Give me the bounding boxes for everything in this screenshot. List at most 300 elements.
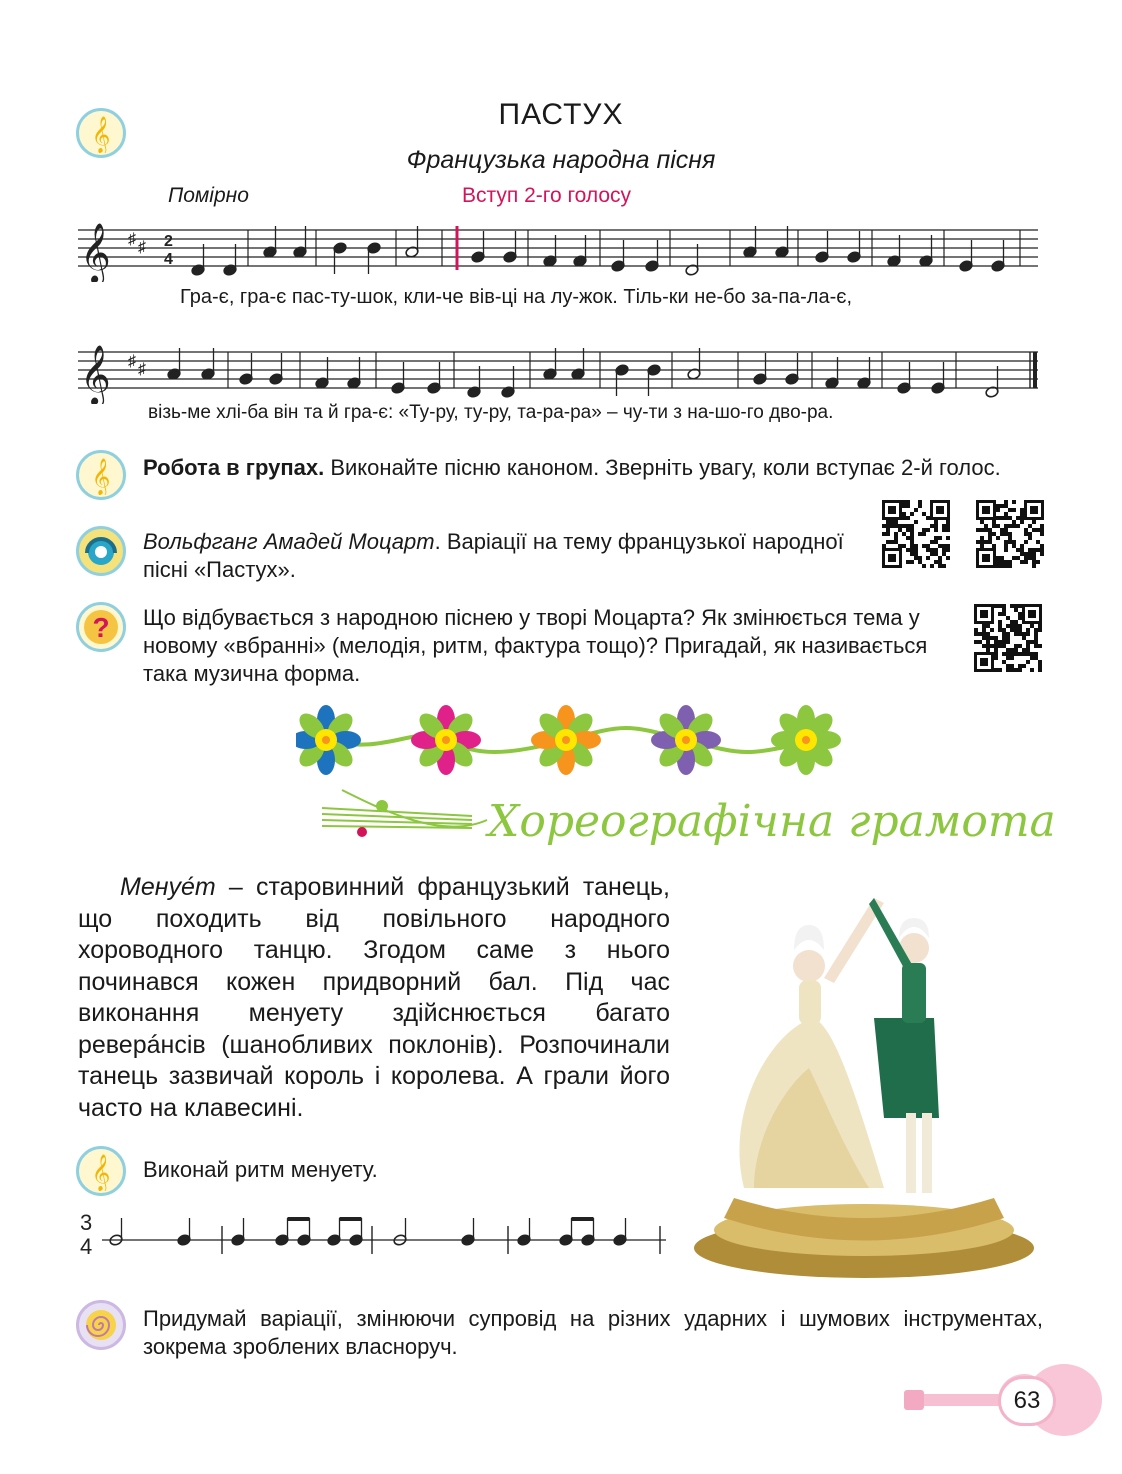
- qr-module: [976, 540, 980, 544]
- qr-module: [984, 540, 988, 544]
- qr-module: [1014, 608, 1018, 612]
- qr-module: [906, 504, 910, 508]
- qr-module: [946, 524, 950, 528]
- qr-module: [1000, 516, 1004, 520]
- qr-module: [1004, 512, 1008, 516]
- qr-module: [914, 508, 918, 512]
- qr-module: [1022, 648, 1026, 652]
- minuet-term: Менуе́т: [120, 873, 216, 901]
- qr-module: [942, 564, 946, 568]
- qr-module: [1008, 516, 1012, 520]
- qr-module: [910, 524, 914, 528]
- qr-module: [1006, 624, 1010, 628]
- qr-module: [1006, 616, 1010, 620]
- qr-module: [1032, 552, 1036, 556]
- treble-clef-icon: [76, 1146, 126, 1196]
- qr-module: [980, 536, 984, 540]
- qr-module: [1028, 548, 1032, 552]
- qr-module: [1030, 640, 1034, 644]
- qr-module: [990, 628, 994, 632]
- svg-text:♯: ♯: [138, 361, 146, 378]
- qr-module: [942, 548, 946, 552]
- qr-finder-core: [1030, 506, 1038, 514]
- qr-module: [946, 556, 950, 560]
- qr-code-icon[interactable]: [976, 500, 1044, 568]
- qr-module: [890, 540, 894, 544]
- qr-module: [978, 632, 982, 636]
- qr-module: [898, 544, 902, 548]
- qr-module: [1038, 664, 1042, 668]
- qr-module: [996, 508, 1000, 512]
- qr-module: [974, 632, 978, 636]
- qr-module: [894, 524, 898, 528]
- qr-module: [1014, 628, 1018, 632]
- svg-text:?: ?: [92, 612, 110, 643]
- qr-module: [1040, 532, 1044, 536]
- qr-module: [886, 524, 890, 528]
- qr-module: [906, 516, 910, 520]
- flower-icon: [771, 705, 841, 775]
- qr-module: [976, 528, 980, 532]
- qr-module: [1004, 504, 1008, 508]
- qr-module: [1010, 648, 1014, 652]
- svg-text:♯: ♯: [128, 353, 136, 370]
- svg-text:2: 2: [164, 233, 173, 250]
- qr-module: [938, 564, 942, 568]
- qr-finder-core: [936, 506, 944, 514]
- qr-module: [942, 552, 946, 556]
- qr-module: [1004, 540, 1008, 544]
- qr-module: [1002, 628, 1006, 632]
- svg-text:♯: ♯: [138, 239, 146, 256]
- minuet-rhythm-line: [76, 1208, 672, 1266]
- qr-module: [1036, 560, 1040, 564]
- qr-module: [1024, 540, 1028, 544]
- qr-module: [996, 556, 1000, 560]
- qr-module: [1034, 636, 1038, 640]
- qr-module: [1034, 640, 1038, 644]
- qr-module: [886, 520, 890, 524]
- qr-module: [1010, 624, 1014, 628]
- svg-text:3: 3: [80, 1210, 93, 1235]
- qr-module: [894, 536, 898, 540]
- qr-module: [1026, 648, 1030, 652]
- qr-module: [1000, 532, 1004, 536]
- qr-module: [1016, 548, 1020, 552]
- qr-module: [1032, 564, 1036, 568]
- dance-ribbon-icon: [322, 780, 492, 850]
- group-work-label: Робота в групах.: [143, 455, 325, 480]
- qr-module: [1008, 540, 1012, 544]
- qr-module: [974, 640, 978, 644]
- qr-module: [1020, 516, 1024, 520]
- qr-module: [1000, 504, 1004, 508]
- qr-module: [942, 528, 946, 532]
- qr-module: [914, 520, 918, 524]
- qr-module: [1022, 664, 1026, 668]
- qr-module: [910, 560, 914, 564]
- qr-module: [1028, 532, 1032, 536]
- qr-module: [988, 532, 992, 536]
- qr-module: [1016, 516, 1020, 520]
- qr-module: [910, 540, 914, 544]
- qr-module: [1024, 552, 1028, 556]
- lyrics-line-2: візь-ме хлі-ба він та й гра-є: «Ту-ру, ту-ру, та-ра-ра» – чу-ти з на-шо-го дво-ра.: [148, 402, 834, 423]
- second-voice-label: Вступ 2-го голосу: [462, 184, 632, 207]
- qr-module: [994, 656, 998, 660]
- qr-module: [946, 536, 950, 540]
- qr-module: [986, 640, 990, 644]
- qr-module: [1030, 668, 1034, 672]
- qr-module: [934, 560, 938, 564]
- qr-module: [1018, 624, 1022, 628]
- qr-module: [910, 536, 914, 540]
- qr-module: [946, 548, 950, 552]
- song-subtitle: Французька народна пісня: [406, 146, 716, 174]
- qr-module: [938, 556, 942, 560]
- qr-module: [996, 504, 1000, 508]
- qr-module: [1014, 668, 1018, 672]
- qr-module: [934, 524, 938, 528]
- qr-module: [1034, 656, 1038, 660]
- qr-module: [982, 628, 986, 632]
- qr-module: [934, 548, 938, 552]
- qr-module: [906, 560, 910, 564]
- qr-module: [1034, 628, 1038, 632]
- qr-module: [882, 544, 886, 548]
- qr-module: [1012, 520, 1016, 524]
- qr-module: [938, 560, 942, 564]
- qr-module: [946, 520, 950, 524]
- qr-module: [1034, 652, 1038, 656]
- page-number: 63: [998, 1376, 1056, 1426]
- qr-module: [902, 512, 906, 516]
- qr-module: [1028, 556, 1032, 560]
- flower-icon: [411, 705, 481, 775]
- qr-module: [1014, 604, 1018, 608]
- qr-module: [996, 516, 1000, 520]
- qr-module: [1012, 508, 1016, 512]
- qr-module: [930, 540, 934, 544]
- qr-module: [902, 532, 906, 536]
- qr-module: [1008, 564, 1012, 568]
- qr-module: [902, 524, 906, 528]
- qr-module: [1018, 616, 1022, 620]
- qr-module: [1038, 628, 1042, 632]
- qr-module: [1034, 632, 1038, 636]
- svg-text:𝄞: 𝄞: [80, 223, 111, 282]
- qr-module: [1016, 556, 1020, 560]
- qr-module: [1036, 540, 1040, 544]
- qr-module: [914, 544, 918, 548]
- qr-module: [918, 532, 922, 536]
- qr-module: [926, 548, 930, 552]
- qr-module: [1004, 528, 1008, 532]
- qr-module: [894, 532, 898, 536]
- dancing-couple-figurine-image: [684, 868, 1046, 1286]
- qr-module: [942, 524, 946, 528]
- qr-module: [926, 516, 930, 520]
- qr-module: [996, 536, 1000, 540]
- qr-module: [1038, 644, 1042, 648]
- qr-module: [890, 520, 894, 524]
- song-title: ПАСТУХ: [498, 98, 624, 131]
- qr-module: [938, 544, 942, 548]
- qr-module: [1008, 524, 1012, 528]
- qr-module: [1040, 544, 1044, 548]
- qr-module: [1006, 656, 1010, 660]
- minuet-text: – старовинний французький танець, що походить від повільного народного хороводного танцю. Згодом саме з нього починався кожен придворний бал. Під час виконання менуету здійснюється багато реверáнсів (шанобливих поклонів). Розпочинали танець зазвичай король і королева. А грали його часто на клавесині.: [78, 873, 670, 1122]
- tempo-marking: Помірно: [168, 184, 249, 207]
- qr-module: [1010, 668, 1014, 672]
- qr-module: [934, 528, 938, 532]
- composer-name: Вольфганг Амадей Моцарт: [143, 529, 435, 554]
- svg-text:𝄞: 𝄞: [91, 115, 111, 153]
- qr-module: [1010, 652, 1014, 656]
- qr-module: [978, 640, 982, 644]
- qr-module: [1020, 560, 1024, 564]
- qr-module: [1012, 500, 1016, 504]
- qr-module: [1020, 512, 1024, 516]
- qr-module: [986, 648, 990, 652]
- qr-module: [1014, 620, 1018, 624]
- qr-module: [910, 532, 914, 536]
- qr-module: [998, 620, 1002, 624]
- qr-module: [1028, 536, 1032, 540]
- qr-module: [894, 540, 898, 544]
- qr-module: [1034, 644, 1038, 648]
- qr-module: [1012, 540, 1016, 544]
- qr-module: [994, 644, 998, 648]
- qr-module: [1018, 652, 1022, 656]
- qr-module: [984, 524, 988, 528]
- qr-module: [1002, 612, 1006, 616]
- spiral-icon: [76, 1300, 126, 1350]
- qr-code-icon[interactable]: [974, 604, 1042, 672]
- qr-module: [992, 524, 996, 528]
- flower-icon: [531, 705, 601, 775]
- qr-module: [1028, 524, 1032, 528]
- qr-module: [992, 520, 996, 524]
- qr-module: [1008, 532, 1012, 536]
- qr-module: [1020, 552, 1024, 556]
- qr-module: [1024, 560, 1028, 564]
- qr-module: [1040, 524, 1044, 528]
- qr-module: [1036, 528, 1040, 532]
- qr-finder-core: [1028, 610, 1036, 618]
- qr-module: [994, 668, 998, 672]
- qr-module: [898, 524, 902, 528]
- qr-module: [886, 528, 890, 532]
- qr-module: [1026, 628, 1030, 632]
- qr-module: [914, 552, 918, 556]
- qr-module: [902, 516, 906, 520]
- qr-module: [996, 564, 1000, 568]
- qr-module: [986, 624, 990, 628]
- qr-module: [922, 512, 926, 516]
- qr-module: [980, 544, 984, 548]
- qr-module: [1018, 644, 1022, 648]
- qr-module: [1040, 552, 1044, 556]
- qr-module: [1014, 652, 1018, 656]
- qr-module: [1026, 640, 1030, 644]
- qr-module: [1026, 652, 1030, 656]
- qr-module: [996, 560, 1000, 564]
- qr-module: [1018, 628, 1022, 632]
- qr-module: [918, 504, 922, 508]
- question-task: Що відбувається з народною піснею у творі Моцарта? Як змінюється тема у новому «вбранні» (мелодія, ритм, фактура тощо)? Пригадай, як називається така музична форма.: [143, 605, 928, 686]
- qr-module: [1024, 532, 1028, 536]
- qr-module: [1002, 640, 1006, 644]
- qr-module: [1018, 632, 1022, 636]
- qr-module: [994, 604, 998, 608]
- qr-module: [1018, 612, 1022, 616]
- qr-module: [906, 500, 910, 504]
- qr-module: [1004, 516, 1008, 520]
- qr-module: [1032, 548, 1036, 552]
- qr-module: [1000, 528, 1004, 532]
- qr-module: [922, 528, 926, 532]
- qr-module: [926, 544, 930, 548]
- qr-module: [1010, 656, 1014, 660]
- qr-module: [996, 524, 1000, 528]
- qr-module: [906, 524, 910, 528]
- choreography-heading: Хореографічна грамота: [488, 796, 1056, 847]
- qr-module: [934, 536, 938, 540]
- qr-module: [1038, 660, 1042, 664]
- qr-code-icon[interactable]: [882, 500, 950, 568]
- qr-module: [1000, 556, 1004, 560]
- qr-module: [998, 668, 1002, 672]
- qr-module: [914, 556, 918, 560]
- qr-module: [1012, 524, 1016, 528]
- qr-module: [1014, 644, 1018, 648]
- qr-module: [1014, 632, 1018, 636]
- qr-module: [906, 536, 910, 540]
- qr-module: [982, 632, 986, 636]
- qr-module: [1030, 656, 1034, 660]
- qr-module: [1006, 668, 1010, 672]
- qr-module: [910, 552, 914, 556]
- qr-module: [934, 540, 938, 544]
- qr-module: [994, 640, 998, 644]
- svg-text:𝄞: 𝄞: [80, 345, 111, 404]
- svg-text:𝄞: 𝄞: [91, 1153, 111, 1191]
- qr-module: [930, 524, 934, 528]
- qr-module: [1032, 556, 1036, 560]
- qr-module: [990, 644, 994, 648]
- qr-module: [1024, 556, 1028, 560]
- qr-module: [1008, 536, 1012, 540]
- qr-module: [974, 628, 978, 632]
- qr-module: [1030, 624, 1034, 628]
- listening-task: [143, 528, 857, 584]
- qr-module: [994, 636, 998, 640]
- qr-module: [918, 500, 922, 504]
- qr-module: [1012, 556, 1016, 560]
- qr-module: [934, 552, 938, 556]
- qr-finder-core: [980, 658, 988, 666]
- qr-module: [910, 548, 914, 552]
- minuet-description: [78, 872, 670, 1124]
- qr-module: [910, 544, 914, 548]
- qr-module: [1004, 500, 1008, 504]
- qr-module: [1002, 652, 1006, 656]
- qr-module: [910, 512, 914, 516]
- qr-module: [902, 504, 906, 508]
- qr-module: [1026, 644, 1030, 648]
- qr-finder-core: [888, 506, 896, 514]
- qr-module: [1000, 560, 1004, 564]
- qr-module: [982, 624, 986, 628]
- qr-module: [906, 528, 910, 532]
- qr-module: [992, 544, 996, 548]
- qr-finder-core: [980, 610, 988, 618]
- qr-module: [980, 528, 984, 532]
- qr-module: [898, 528, 902, 532]
- group-work-text: Виконайте пісню каноном. Зверніть увагу, коли вступає 2-й голос.: [324, 455, 1001, 480]
- qr-module: [1002, 636, 1006, 640]
- qr-module: [1040, 548, 1044, 552]
- svg-text:𝄞: 𝄞: [91, 457, 111, 495]
- qr-module: [946, 528, 950, 532]
- qr-module: [882, 524, 886, 528]
- qr-module: [1018, 668, 1022, 672]
- qr-module: [1010, 664, 1014, 668]
- qr-module: [1010, 628, 1014, 632]
- qr-module: [914, 548, 918, 552]
- qr-module: [1016, 524, 1020, 528]
- qr-module: [1002, 632, 1006, 636]
- qr-module: [1038, 624, 1042, 628]
- treble-clef-icon: [76, 450, 126, 500]
- qr-module: [942, 544, 946, 548]
- qr-module: [1022, 632, 1026, 636]
- qr-module: [1002, 608, 1006, 612]
- qr-module: [1006, 648, 1010, 652]
- qr-module: [1010, 604, 1014, 608]
- qr-module: [988, 536, 992, 540]
- qr-module: [1018, 604, 1022, 608]
- qr-module: [922, 544, 926, 548]
- qr-module: [1004, 564, 1008, 568]
- qr-module: [982, 644, 986, 648]
- qr-module: [910, 528, 914, 532]
- question-mark-icon: [76, 602, 126, 652]
- svg-text:4: 4: [80, 1234, 93, 1259]
- qr-module: [1026, 632, 1030, 636]
- flower-icon: [296, 705, 361, 775]
- qr-module: [906, 548, 910, 552]
- qr-module: [982, 636, 986, 640]
- listening-text: . Варіації на тему французької народної пісні «Пастух».: [143, 529, 844, 582]
- qr-module: [1004, 532, 1008, 536]
- music-staff-1: [78, 212, 1038, 282]
- qr-module: [986, 644, 990, 648]
- qr-module: [1020, 508, 1024, 512]
- qr-module: [1002, 644, 1006, 648]
- qr-module: [902, 544, 906, 548]
- rhythm-task: Виконай ритм менуету.: [143, 1157, 378, 1182]
- qr-module: [988, 540, 992, 544]
- qr-module: [1002, 660, 1006, 664]
- qr-module: [998, 640, 1002, 644]
- qr-module: [998, 604, 1002, 608]
- qr-module: [994, 652, 998, 656]
- qr-module: [1032, 528, 1036, 532]
- qr-module: [1002, 604, 1006, 608]
- qr-module: [990, 636, 994, 640]
